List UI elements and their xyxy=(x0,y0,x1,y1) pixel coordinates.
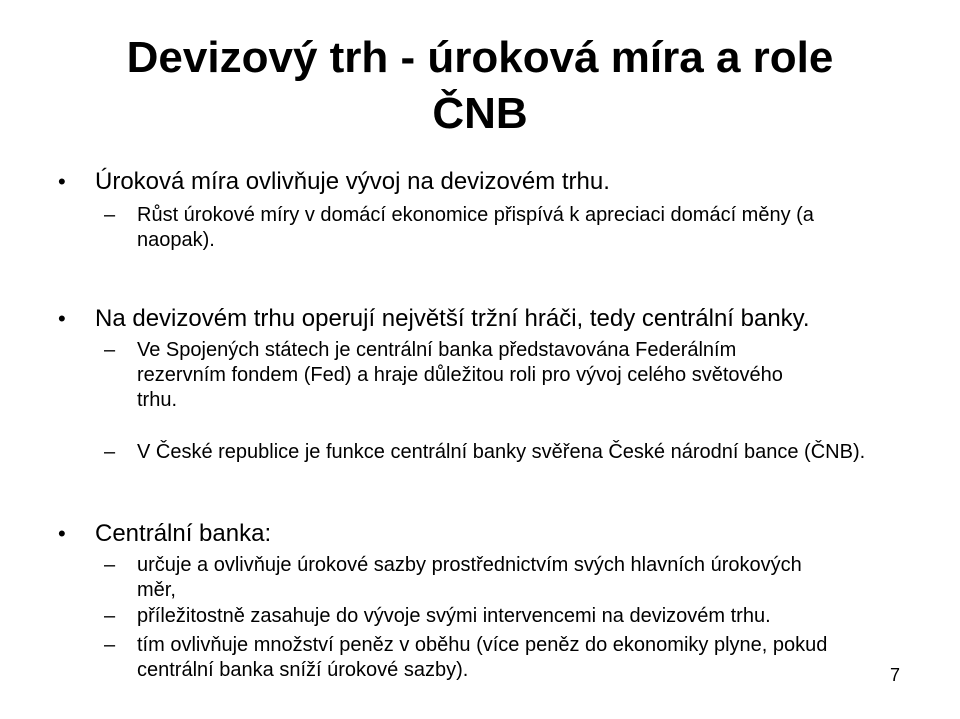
bullet-icon: • xyxy=(58,169,66,194)
dash-icon: – xyxy=(104,204,116,226)
sub-bullet-text: určuje a ovlivňuje úrokové sazby prostřednictvím svých hlavních úrokových měr, xyxy=(137,554,802,601)
sub-bullet-item xyxy=(104,203,864,253)
bullet-icon: • xyxy=(58,521,66,546)
sub-bullet-text: příležitostně zasahuje do vývoje svými intervencemi na devizovém trhu. xyxy=(137,605,771,627)
sub-bullet-text: Ve Spojených státech je centrální banka představována Federálním rezervním fondem (Fed) a hraje důležitou roli pro vývoj celého světového trhu. xyxy=(137,339,783,411)
slide-title-line-2: ČNB xyxy=(432,89,528,138)
bullet-icon: • xyxy=(58,306,66,331)
sub-bullet-text: tím ovlivňuje množství peněz v oběhu (více peněz do ekonomiky plyne, pokud centrální banka sníží úrokové sazby). xyxy=(137,634,828,681)
sub-bullet-item xyxy=(104,553,834,603)
sub-bullet-item xyxy=(104,604,904,629)
bullet-text: Na devizovém trhu operují největší tržní hráči, tedy centrální banky. xyxy=(95,305,810,332)
dash-icon: – xyxy=(104,634,116,656)
sub-bullet-item xyxy=(104,633,879,683)
dash-icon: – xyxy=(104,339,116,361)
dash-icon: – xyxy=(104,605,116,627)
sub-bullet-item xyxy=(104,440,874,465)
bullet-text: Úroková míra ovlivňuje vývoj na devizovém trhu. xyxy=(95,168,610,195)
slide-title-line-1: Devizový trh - úroková míra a role xyxy=(126,33,834,82)
dash-icon: – xyxy=(104,554,116,576)
sub-bullet-text: V České republice je funkce centrální banky svěřena České národní bance (ČNB). xyxy=(137,441,866,463)
bullet-text: Centrální banka: xyxy=(95,520,272,547)
sub-bullet-text: Růst úrokové míry v domácí ekonomice přispívá k apreciaci domácí měny (a naopak). xyxy=(137,204,814,251)
sub-bullet-item xyxy=(104,338,824,413)
slide-title xyxy=(0,30,960,142)
page-number: 7 xyxy=(890,665,901,685)
dash-icon: – xyxy=(104,441,116,463)
